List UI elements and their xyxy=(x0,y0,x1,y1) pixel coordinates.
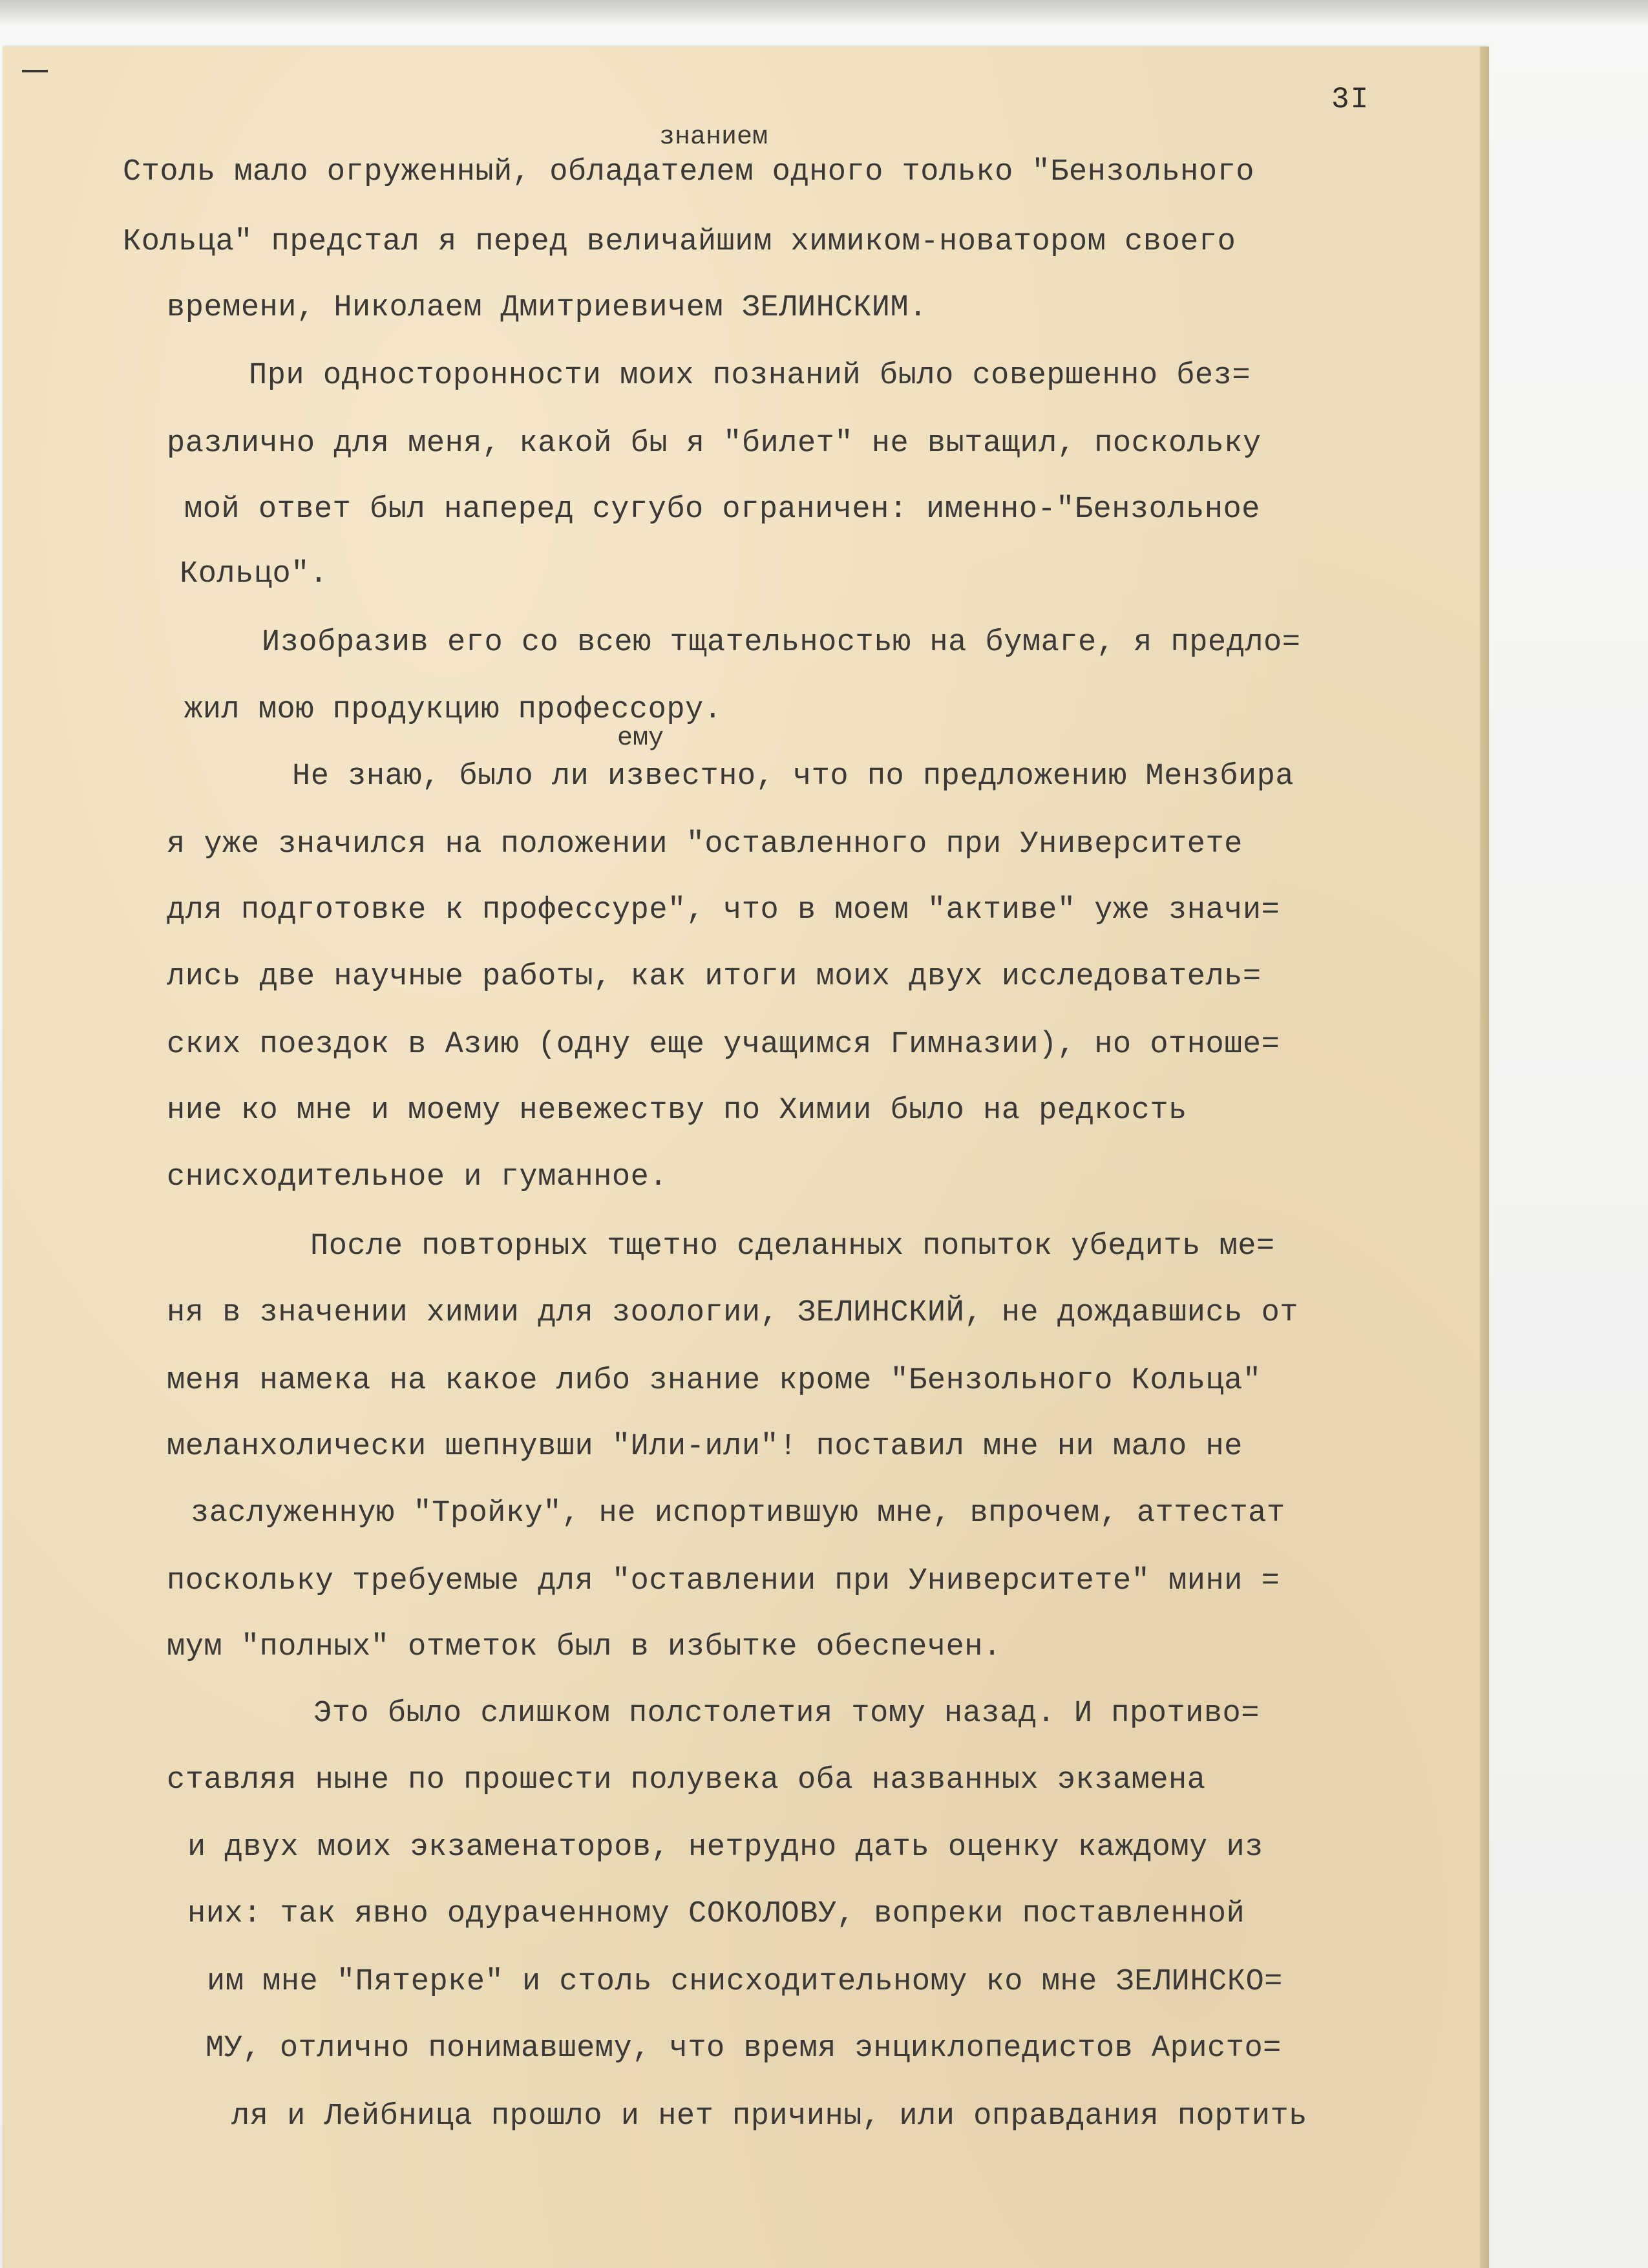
text-line: поскольку требуемые для "оставлении при Университете" мини = xyxy=(167,1564,1280,1598)
handwritten-insert: ему xyxy=(617,724,664,753)
text-line: различно для меня, какой бы я "билет" не вытащил, поскольку xyxy=(167,427,1262,461)
text-line: заслуженную "Тройку", не испортившую мне, впрочем, аттестат xyxy=(191,1496,1285,1531)
text-line: После повторных тщетно сделанных попыток убедить ме= xyxy=(310,1229,1275,1264)
scanner-edge-shadow xyxy=(0,0,1648,26)
text-line: ских поездок в Азию (одну еще учащимся Гимназии), но отноше= xyxy=(167,1028,1280,1062)
text-line: лись две научные работы, как итоги моих двух исследователь= xyxy=(167,960,1262,994)
text-line: МУ, отлично понимавшему, что время энциклопедистов Аристо= xyxy=(206,2031,1282,2066)
text-line: При односторонности моих познаний было совершенно без= xyxy=(249,359,1251,393)
text-line: Не знаю, было ли известно, что по предложению Мензбира xyxy=(292,759,1294,794)
text-line: Изобразив его со всею тщательностью на бумаге, я предло= xyxy=(262,626,1301,660)
page-number: 3I xyxy=(1331,83,1370,116)
margin-mark xyxy=(22,70,48,72)
text-line: ня в значении химии для зоологии, ЗЕЛИНСКИЙ, не дождавшись от xyxy=(167,1296,1298,1330)
text-line: мум "полных" отметок был в избытке обеспечен. xyxy=(167,1630,1002,1664)
text-line: Кольцо". xyxy=(180,557,328,591)
text-line: них: так явно одураченному СОКОЛОВУ, вопреки поставленной xyxy=(187,1897,1245,1931)
text-line: меланхолически шепнувши "Или-или"! поставил мне ни мало не xyxy=(167,1430,1243,1464)
text-line: снисходительное и гуманное. xyxy=(167,1160,668,1194)
text-line: жил мою продукцию профессору. xyxy=(184,693,723,727)
paper-right-edge xyxy=(1480,47,1489,2268)
text-line: времени, Николаем Дмитриевичем ЗЕЛИНСКИМ. xyxy=(167,291,927,325)
text-line: Это было слишком полстолетия тому назад. И противо= xyxy=(313,1697,1260,1731)
text-line: Кольца" предстал я перед величайшим химиком-новатором своего xyxy=(123,225,1236,259)
text-line: для подготовке к профессуре", что в моем "активе" уже значи= xyxy=(167,893,1280,927)
text-line: ставляя ныне по прошести полувека оба названных экзамена xyxy=(167,1763,1206,1797)
text-line: Столь мало огруженный, обладателем одного только "Бензольного xyxy=(123,155,1254,189)
text-line: ля и Лейбница прошло и нет причины, или оправдания портить xyxy=(231,2099,1307,2134)
text-line: мой ответ был наперед сугубо ограничен: именно-"Бензольное xyxy=(184,493,1260,527)
text-line: ние ко мне и моему невежеству по Химии было на редкость xyxy=(167,1094,1187,1128)
text-line: им мне "Пятерке" и столь снисходительному ко мне ЗЕЛИНСКО= xyxy=(207,1965,1283,1999)
text-line: и двух моих экзаменаторов, нетрудно дать оценку каждому из xyxy=(187,1830,1263,1865)
text-line: меня намека на какое либо знание кроме "Бензольного Кольца" xyxy=(167,1364,1262,1398)
handwritten-insert: знанием xyxy=(659,123,768,152)
text-line: я уже значился на положении "оставленного при Университете xyxy=(167,827,1243,862)
